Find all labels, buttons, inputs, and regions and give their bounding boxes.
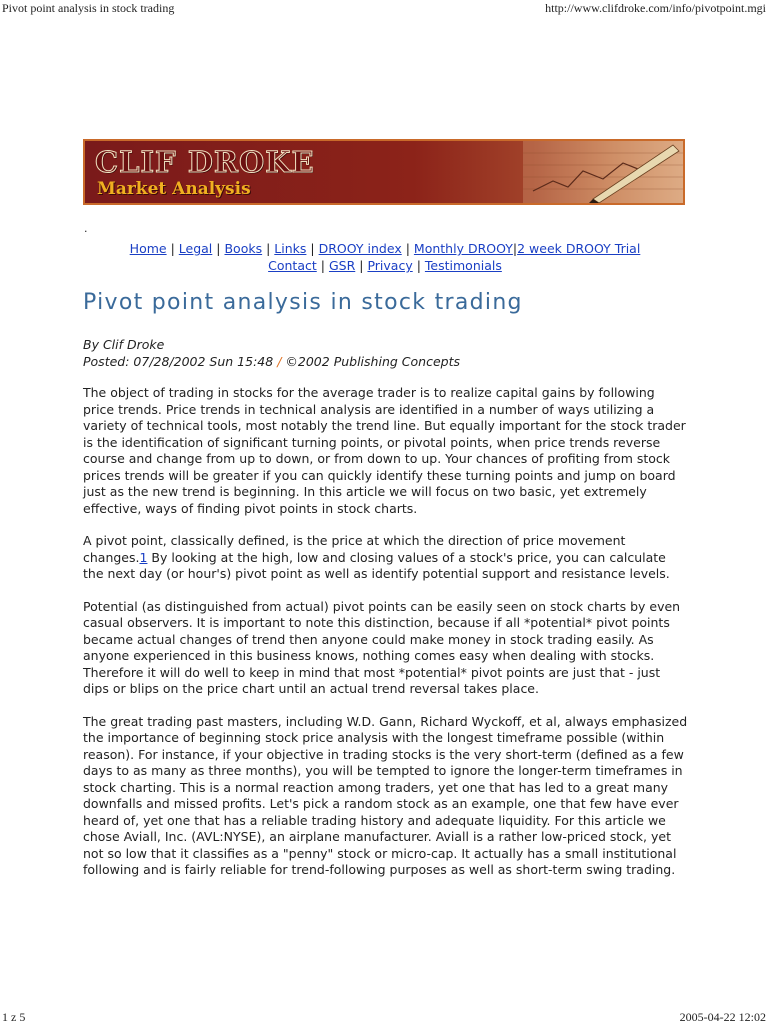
- nav-separator: |: [266, 241, 271, 256]
- nav-separator: |: [359, 258, 364, 273]
- byline-slash: /: [277, 354, 282, 369]
- nav-separator: |: [310, 241, 315, 256]
- copyright-notice: ©2002 Publishing Concepts: [285, 354, 460, 369]
- footnote-1-link[interactable]: 1: [139, 549, 148, 565]
- paragraph-2-text-cont: By looking at the high, low and closing values of a stock's price, you can calculate the next day (or hour's) pivot point as well as identify potential support and resistance levels.: [83, 549, 670, 581]
- print-page-counter: 1 z 5: [2, 1010, 26, 1024]
- nav-separator: |: [170, 241, 175, 256]
- article-body: [83, 385, 688, 895]
- stray-dot: .: [84, 222, 88, 235]
- banner-subtitle: Market Analysis: [97, 179, 251, 199]
- nav-contact-link[interactable]: Contact: [268, 258, 317, 273]
- posted-date: Posted: 07/28/2002 Sun 15:48: [83, 354, 274, 369]
- nav-home-link[interactable]: Home: [129, 241, 167, 256]
- print-header: [0, 0, 768, 16]
- print-timestamp: 2005-04-22 12:02: [679, 1010, 766, 1024]
- nav-privacy-link[interactable]: Privacy: [367, 258, 413, 273]
- article-title: Pivot point analysis in stock trading: [83, 290, 523, 315]
- site-navigation: [90, 240, 680, 274]
- nav-monthly-drooy-link[interactable]: Monthly DROOY: [413, 241, 513, 256]
- paragraph-4: The great trading past masters, including W.D. Gann, Richard Wyckoff, et al, always emphasized the importance of beginning stock price analysis with the longest timeframe possible (within reason). For instance, if your objective in trading stocks is the very short-term (defined as a few days to as many as three months), you will be tempted to ignore the longer-term timeframes in stock charting. This is a normal reaction among traders, yet one that has led to a great many downfalls and missed profits. Let's pick a random stock as an example, one that few have ever heard of, yet one that has a reliable trading history and adequate liquidity. For this article we chose Aviall, Inc. (AVL:NYSE), an airplane manufacturer. Aviall is a rather low-priced stock, yet not so low that it classifies as a "penny" stock or micro-cap. It actually has a small institutional following and is fairly reliable for trend-following purposes as well as short-term swing trading.: [83, 713, 688, 877]
- paragraph-1: The object of trading in stocks for the average trader is to realize capital gains by following price trends. Price trends in technical analysis are identified in a number of ways utilizing a variety of technical tools, most notably the trend line. But equally important for the stock trader is the identification of significant turning points, or pivotal points, when price trends reverse course and change from up to down, or from down to up. Your chances of profiting from stock prices trends will be greater if you can quickly identify these turning points and jump on board just as the new trend is beginning. In this article we will focus on two basic, yet extremely effective, ways of finding pivot points in stock charts.: [83, 385, 686, 516]
- nav-separator: |: [320, 258, 325, 273]
- site-banner[interactable]: [83, 139, 685, 205]
- nav-separator: |: [416, 258, 421, 273]
- pen-and-chart-artwork: [523, 141, 683, 203]
- paragraph-2-text: A pivot point, classically defined, is the price at which the direction of price movement changes.: [83, 533, 626, 565]
- nav-legal-link[interactable]: Legal: [178, 241, 213, 256]
- nav-testimonials-link[interactable]: Testimonials: [424, 258, 502, 273]
- paragraph-2: [83, 533, 688, 583]
- nav-links-link[interactable]: Links: [274, 241, 307, 256]
- nav-separator: |: [512, 241, 518, 256]
- print-url: http://www.clifdroke.com/info/pivotpoint.mgi: [545, 1, 766, 15]
- author-line: By Clif Droke: [83, 337, 165, 352]
- banner-brand: CLIF DROKE: [95, 145, 315, 179]
- article-byline: [83, 336, 460, 370]
- nav-drooy-trial-link[interactable]: 2 week DROOY Trial: [517, 241, 641, 256]
- nav-separator: |: [405, 241, 410, 256]
- print-page-title: Pivot point analysis in stock trading: [2, 1, 175, 15]
- print-footer: [0, 1009, 768, 1025]
- nav-books-link[interactable]: Books: [224, 241, 263, 256]
- paragraph-3: Potential (as distinguished from actual) pivot points can be easily seen on stock charts by even casual observers. It is important to note this distinction, because if all *potential* pivot points became actual changes of trend then anyone could make money in stock trading easily. As anyone experienced in this business knows, nothing comes easy when dealing with stocks. Therefore it will do well to keep in mind that most *potential* pivot points are just that - just dips or blips on the price chart until an actual trend reversal takes place.: [83, 598, 681, 696]
- posted-line: [83, 353, 460, 370]
- nav-drooy-index-link[interactable]: DROOY index: [318, 241, 402, 256]
- nav-separator: |: [216, 241, 221, 256]
- nav-gsr-link[interactable]: GSR: [328, 258, 356, 273]
